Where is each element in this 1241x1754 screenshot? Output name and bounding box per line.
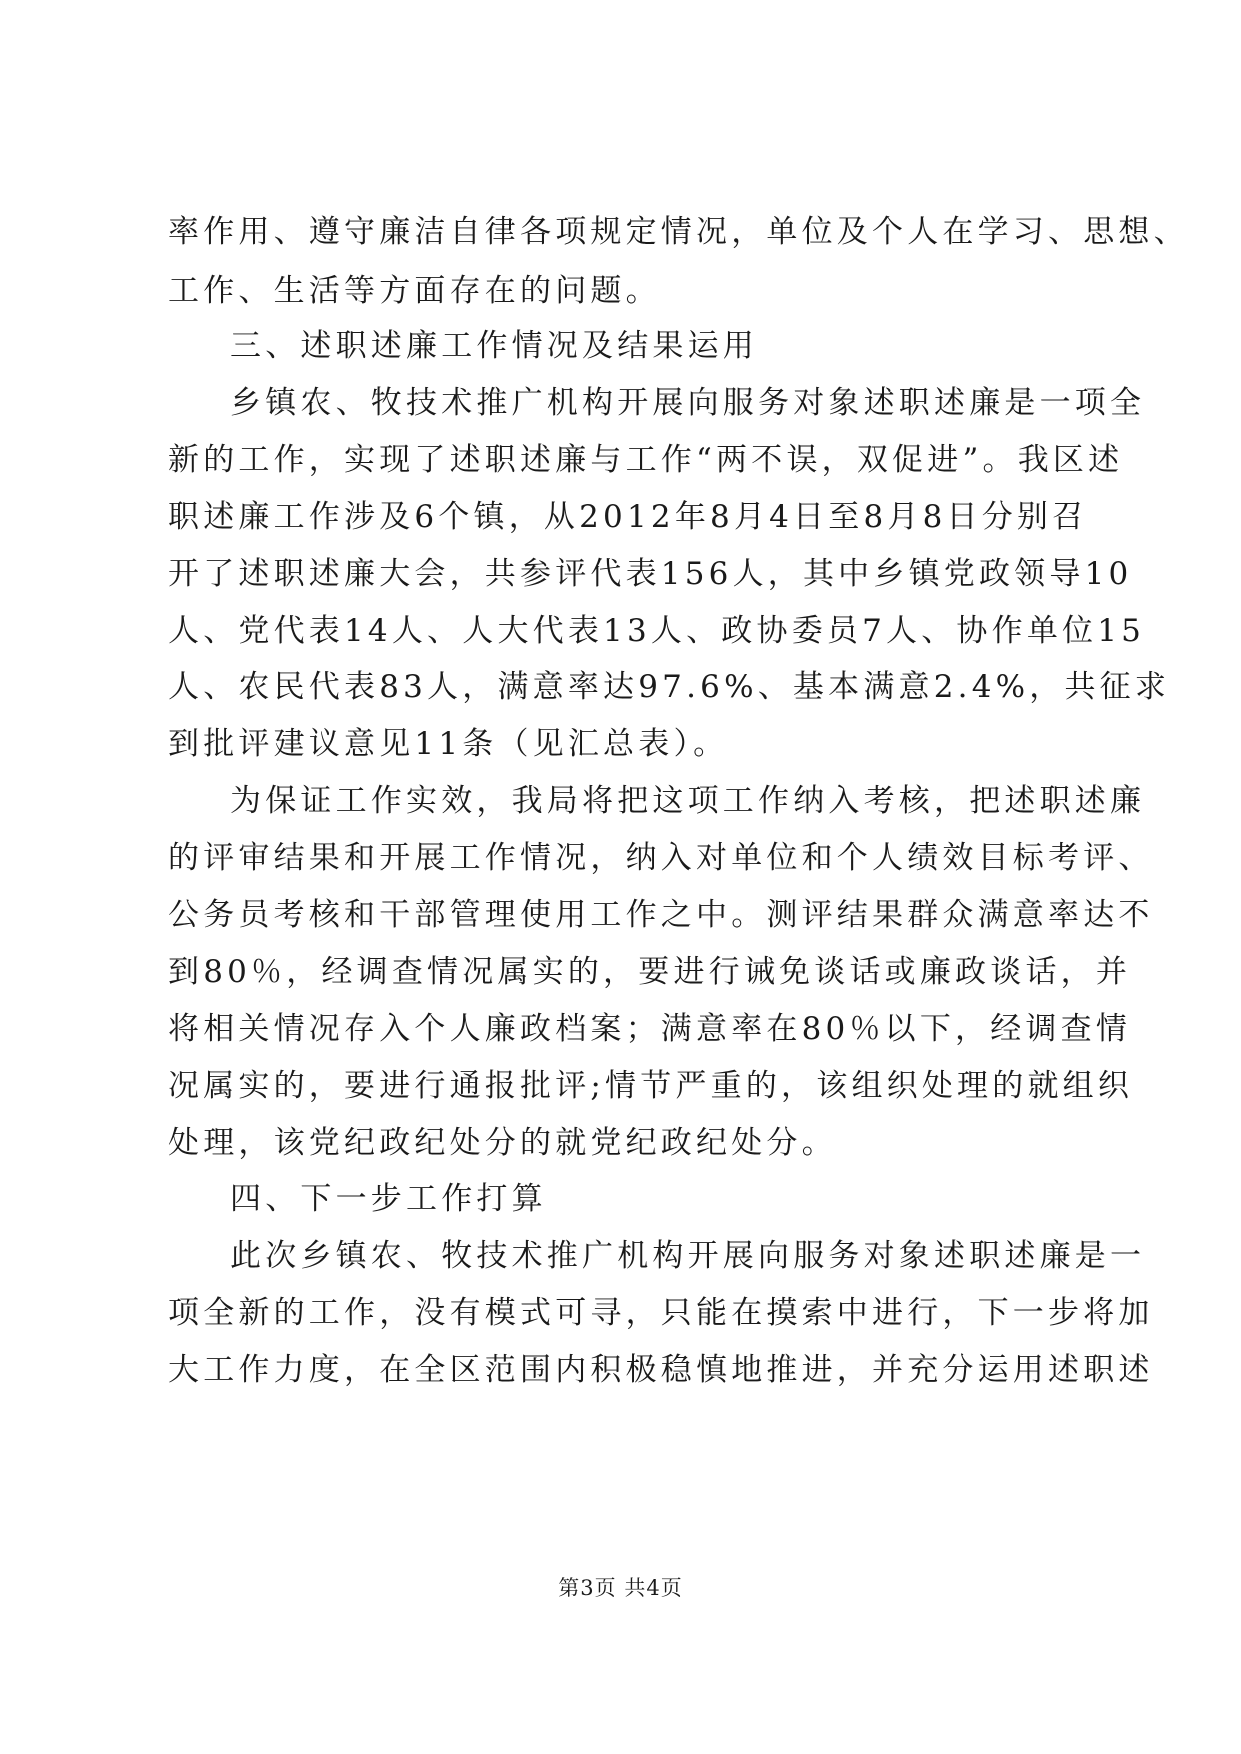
body-line: 乡镇农、牧技术推广机构开展向服务对象述职述廉是一项全: [230, 385, 1146, 421]
body-line: 的评审结果和开展工作情况，纳入对单位和个人绩效目标考评、: [168, 840, 1154, 876]
body-line: 人、农民代表83人，满意率达97.6%、基本满意2.4%，共征求: [168, 669, 1171, 705]
body-line: 处理，该党纪政纪处分的就党纪政纪处分。: [168, 1125, 837, 1161]
body-line: 况属实的，要进行通报批评;情节严重的，该组织处理的就组织: [168, 1068, 1134, 1104]
body-line: 工作、生活等方面存在的问题。: [168, 273, 661, 309]
section-heading: 三、述职述廉工作情况及结果运用: [230, 328, 758, 364]
body-line: 职述廉工作涉及6个镇，从2012年8月4日至8月8日分别召: [168, 499, 1088, 535]
body-line: 大工作力度，在全区范围内积极稳慎地推进，并充分运用述职述: [168, 1352, 1154, 1388]
body-line: 开了述职述廉大会，共参评代表156人，其中乡镇党政领导10: [168, 556, 1133, 592]
section-heading: 四、下一步工作打算: [230, 1181, 547, 1217]
body-line: 项全新的工作，没有模式可寻，只能在摸索中进行，下一步将加: [168, 1295, 1154, 1331]
body-line: 公务员考核和干部管理使用工作之中。测评结果群众满意率达不: [168, 897, 1154, 933]
body-line: 到批评建议意见11条（见汇总表）。: [168, 726, 729, 762]
page-number-footer: 第3页 共4页: [558, 1576, 683, 1600]
body-line: 新的工作，实现了述职述廉与工作“两不误，双促进”。我区述: [168, 442, 1124, 478]
body-line: 此次乡镇农、牧技术推广机构开展向服务对象述职述廉是一: [230, 1238, 1146, 1274]
body-line: 率作用、遵守廉洁自律各项规定情况，单位及个人在学习、思想、: [168, 214, 1189, 250]
body-line: 将相关情况存入个人廉政档案；满意率在80％以下，经调查情: [168, 1011, 1132, 1047]
body-line: 为保证工作实效，我局将把这项工作纳入考核，把述职述廉: [230, 783, 1146, 819]
body-line: 人、党代表14人、人大代表13人、政协委员7人、协作单位15: [168, 613, 1146, 649]
body-line: 到80％，经调查情况属实的，要进行诫免谈话或廉政谈话，并: [168, 954, 1132, 990]
